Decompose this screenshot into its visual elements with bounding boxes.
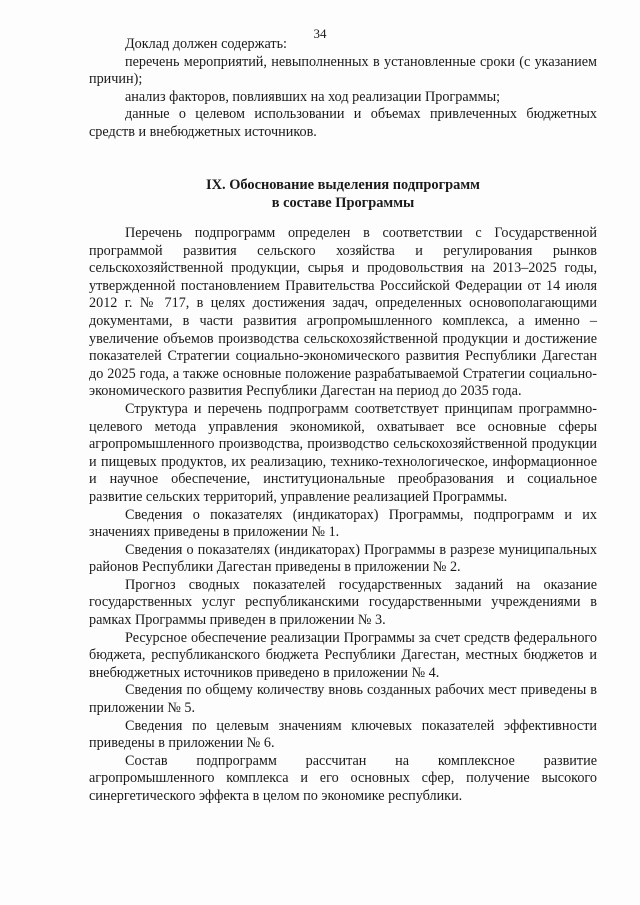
body-paragraph: Перечень подпрограмм определен в соответствии с Государственной программой развития сельского хозяйства и регулирования рынков сельскохозяйственной продукции, сырья и продовольствия на 2013–2025 годы, утвержденной постановлением Правительства Российской Федерации от 14 июля 2012 г. № 717, в целях достижения задач, определенных основополагающими документами, в части развития агропромышленного комплекса, а именно – увеличение объемов производства сельскохозяйственной продукции и достижение показателей Стратегии социально-экономического развития Республики Дагестан до 2025 года, а также основные положение разрабатываемой Стратегии социально-экономического развития Республики Дагестан на период до 2035 года. (89, 225, 597, 400)
body-paragraph: Прогноз сводных показателей государственных заданий на оказание государственных услуг республиканскими государственными учреждениями в рамках Программы приведен в приложении № 3. (89, 576, 597, 629)
intro-line: анализ факторов, повлиявших на ход реализации Программы; (125, 88, 501, 105)
body-paragraph: Сведения по общему количеству вновь созданных рабочих мест приведены в приложении № 5. (89, 682, 597, 717)
section-title-line-1: IX. Обоснование выделения подпрограмм (206, 177, 480, 193)
page-number: 34 (313, 26, 327, 41)
body-paragraph: Сведения о показателях (индикаторах) Программы в разрезе муниципальных районов Республики Дагестан приведены в приложении № 2. (89, 541, 597, 576)
section-body (89, 225, 597, 806)
body-paragraph: Ресурсное обеспечение реализации Программы за счет средств федерального бюджета, республиканского бюджета Республики Дагестан, местных бюджетов и внебюджетных источников приведено в приложении № 4. (89, 629, 597, 681)
intro-line: данные о целевом использовании и объемах привлеченных бюджетных средств и внебюджетных источников. (89, 106, 597, 140)
intro-line: перечень мероприятий, невыполненных в установленные сроки (с указанием причин); (89, 53, 597, 88)
body-paragraph: Сведения по целевым значениям ключевых показателей эффективности приведены в приложении № 6. (89, 717, 597, 752)
body-paragraph: Структура и перечень подпрограмм соответствует принципам программно-целевого метода управления экономикой, охватывает все основные сферы агропромышленного производства, производство сельскохозяйственной продукции и пищевых продуктов, их реализацию, технико-технологическое, информационное и научное обеспечение, институциональные преобразования и социальное развитие сельских территорий, управление реализацией Программы. (89, 400, 597, 505)
intro-line: Доклад должен содержать: (125, 36, 287, 52)
body-paragraph: Состав подпрограмм рассчитан на комплексное развитие агропромышленного комплекса и его основных сфер, получение высокого синергетического эффекта в целом по экономике республики. (89, 752, 597, 804)
body-paragraph: Сведения о показателях (индикаторах) Программы, подпрограмм и их значениях приведены в приложении № 1. (89, 506, 597, 541)
report-requirements (89, 36, 597, 142)
section-heading (89, 176, 597, 212)
section-title-line-2: в составе Программы (271, 195, 415, 211)
